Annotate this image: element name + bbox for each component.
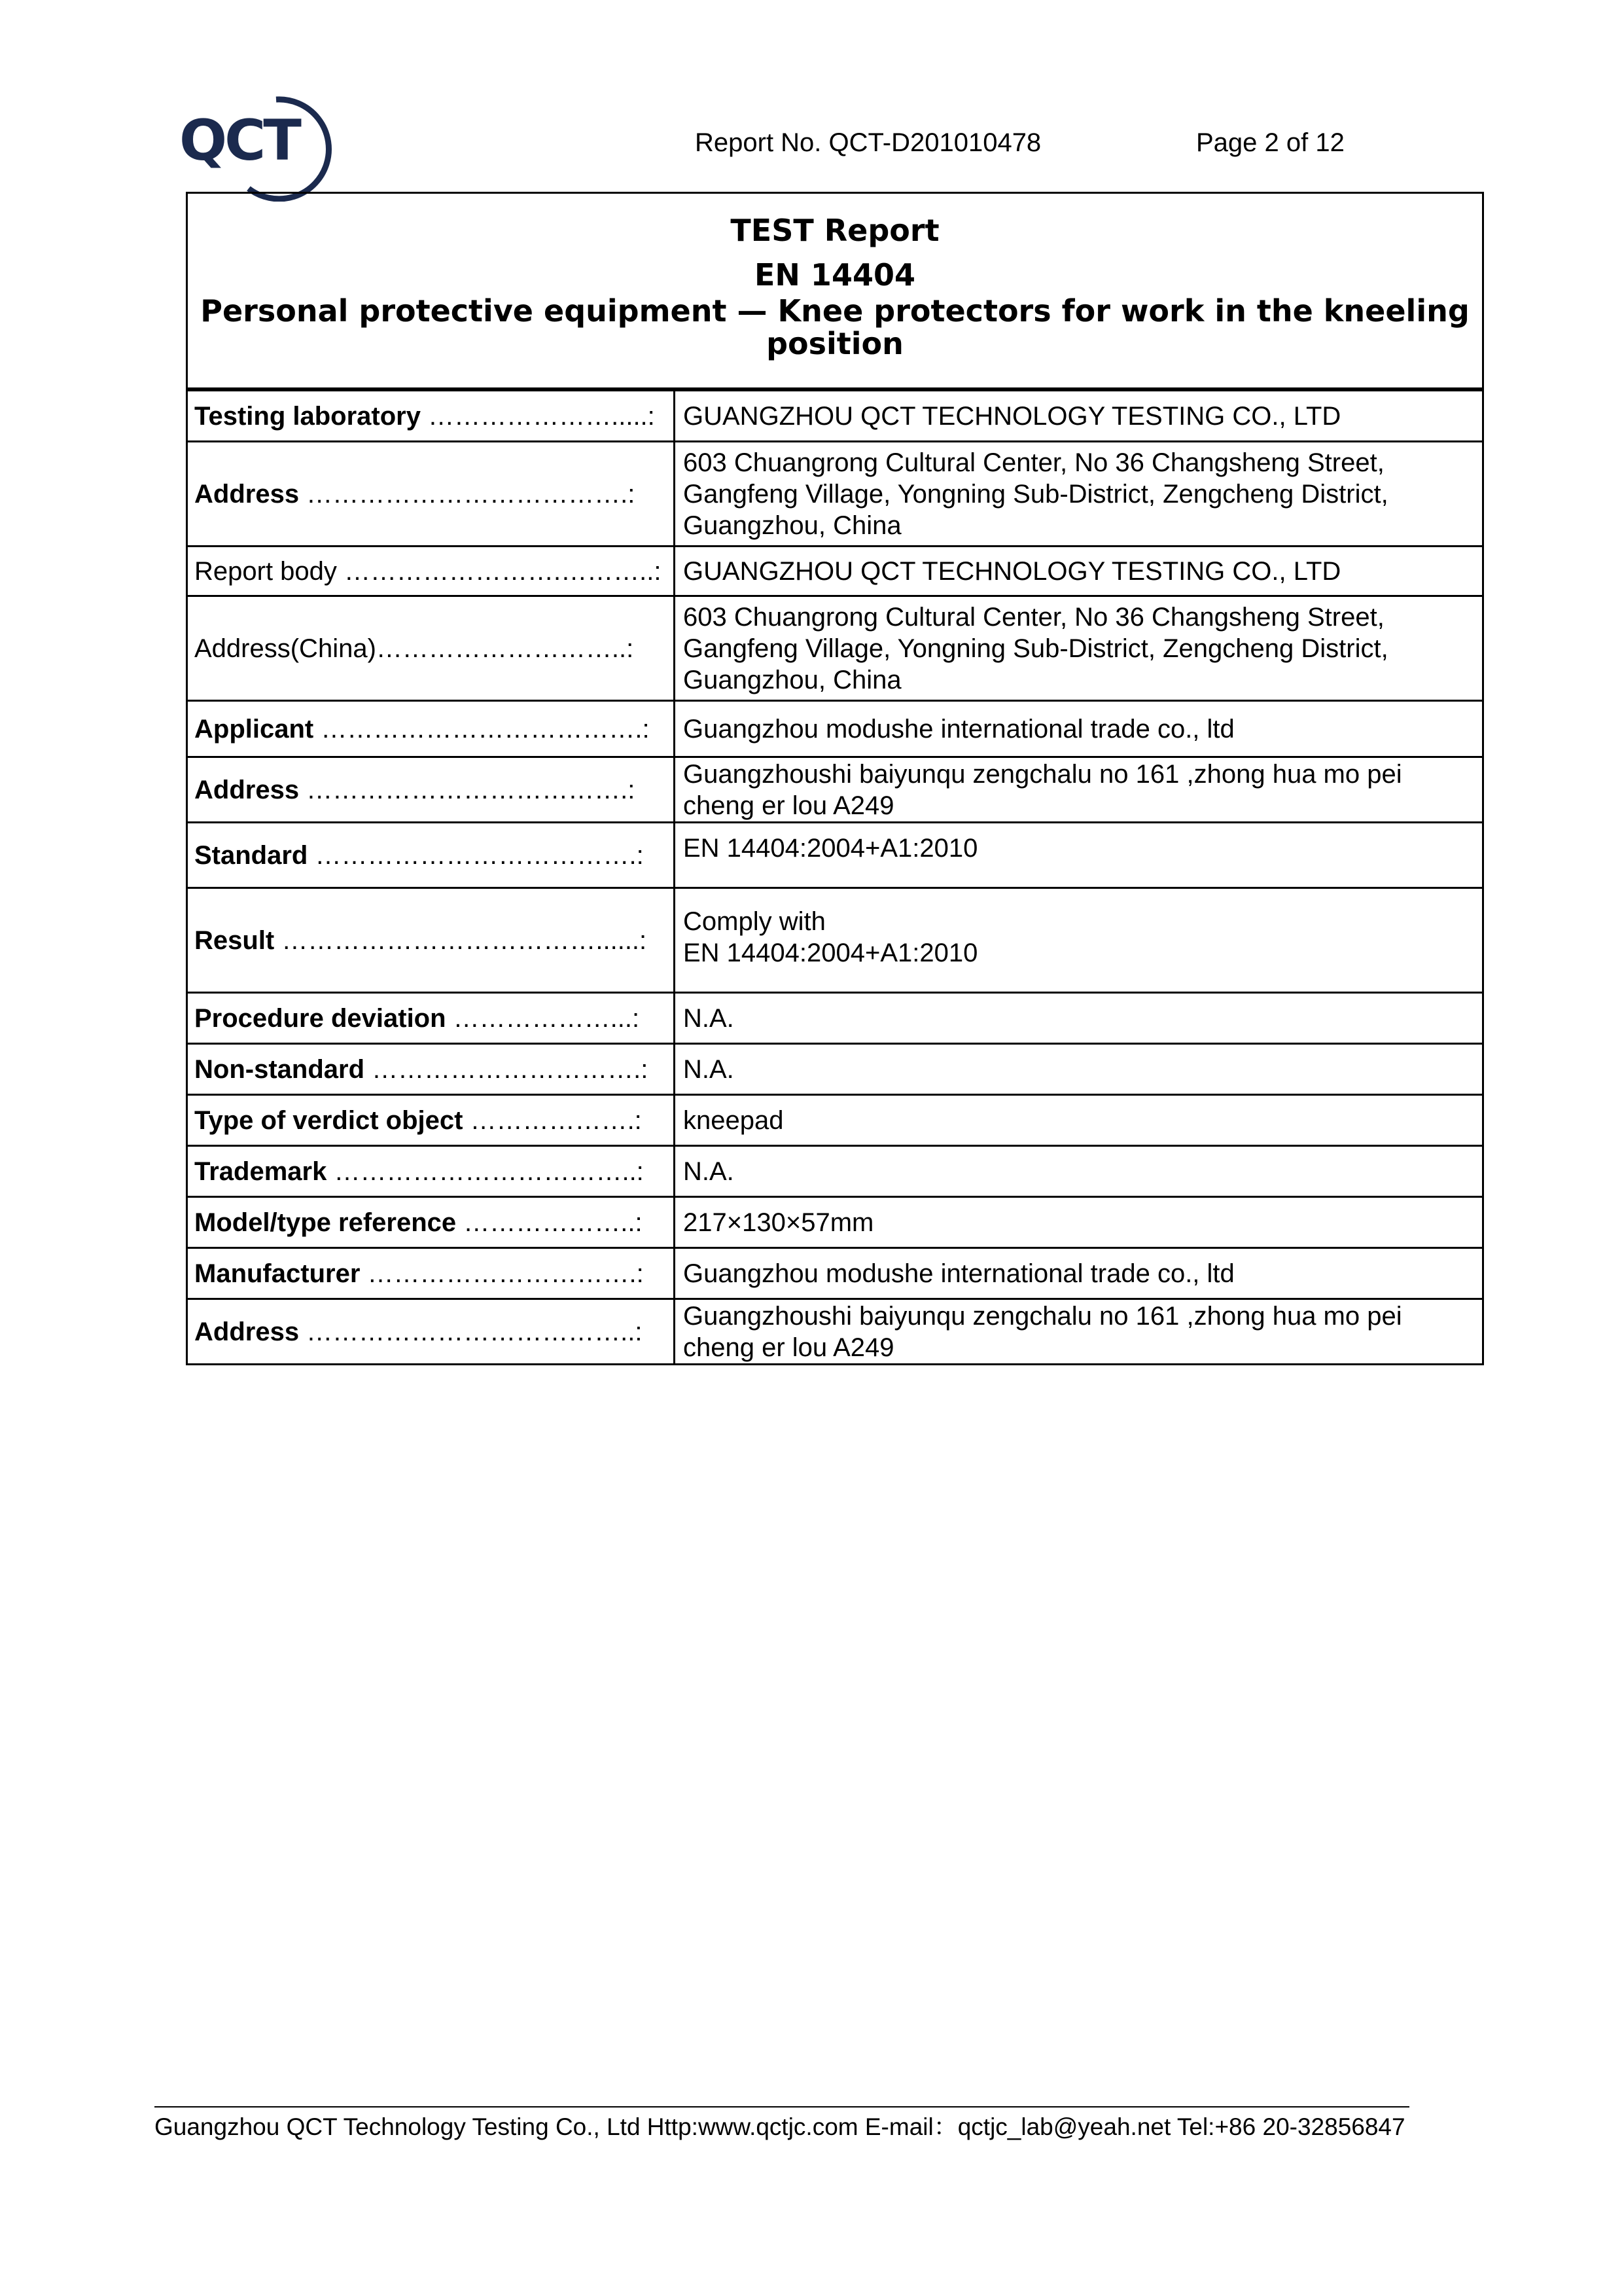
row-label: Procedure deviation ………………...: (187, 993, 675, 1044)
table-row (187, 391, 1483, 442)
report-title: TEST Report (730, 213, 940, 248)
row-value: N.A. (675, 1146, 1483, 1197)
row-value: 217×130×57mm (675, 1197, 1483, 1248)
table-row (187, 1146, 1483, 1197)
footer-divider (154, 2106, 1409, 2108)
table-row (187, 442, 1483, 547)
row-label: Report body …………………….………..: (187, 547, 675, 596)
table-row (187, 757, 1483, 823)
row-label: Testing laboratory ………………….....: (187, 391, 675, 442)
standard-title: EN 14404 (754, 257, 915, 293)
row-label: Trademark ……………………………..: (187, 1146, 675, 1197)
row-label: Type of verdict object ……………….: (187, 1095, 675, 1146)
row-value: 603 Chuangrong Cultural Center, No 36 Changsheng Street, Gangfeng Village, Yongning Sub-District, Zengcheng District, Guangzhou, China (675, 596, 1483, 701)
row-value: N.A. (675, 993, 1483, 1044)
row-value: 603 Chuangrong Cultural Center, No 36 Changsheng Street, Gangfeng Village, Yongning Sub-District, Zengcheng District, Guangzhou, China (675, 442, 1483, 547)
qct-logo (178, 90, 348, 202)
row-label: Address ………………………………..: (187, 1299, 675, 1365)
table-row (187, 1197, 1483, 1248)
footer-contact: Guangzhou QCT Technology Testing Co., Ltd Http:www.qctjc.com E-mail：qctjc_lab@yeah.net Tel:+86 20-32856847 (154, 2113, 1405, 2140)
table-row (187, 1044, 1483, 1095)
row-value: GUANGZHOU QCT TECHNOLOGY TESTING CO., LTD (675, 547, 1483, 596)
table-row (187, 823, 1483, 888)
row-value: N.A. (675, 1044, 1483, 1095)
table-row (187, 1095, 1483, 1146)
row-label: Manufacturer ………………………….: (187, 1248, 675, 1299)
table-row (187, 1299, 1483, 1365)
row-label: Applicant ……………………………….: (187, 701, 675, 757)
report-number: Report No. QCT-D201010478 (695, 128, 1042, 157)
row-value: kneepad (675, 1095, 1483, 1146)
row-value: Guangzhoushi baiyunqu zengchalu no 161 ,zhong hua mo pei cheng er lou A249 (675, 757, 1483, 823)
row-label: Address(China)………………………..: (187, 596, 675, 701)
report-info-table (186, 389, 1484, 1365)
row-label: Address ……………………………….: (187, 442, 675, 547)
row-label: Standard ……………………………….: (187, 823, 675, 888)
table-row (187, 701, 1483, 757)
row-label: Non-standard ………………………….: (187, 1044, 675, 1095)
row-value: Guangzhou modushe international trade co., ltd (675, 1248, 1483, 1299)
page-number: Page 2 of 12 (1196, 128, 1345, 157)
table-row (187, 993, 1483, 1044)
title-box (186, 192, 1484, 389)
svg-text:QCT: QCT (179, 108, 299, 173)
row-label: Address ……………………………….: (187, 757, 675, 823)
row-label: Model/type reference ………………..: (187, 1197, 675, 1248)
table-row (187, 888, 1483, 993)
table-row (187, 547, 1483, 596)
table-row (187, 1248, 1483, 1299)
row-value: Guangzhoushi baiyunqu zengchalu no 161 ,zhong hua mo pei cheng er lou A249 (675, 1299, 1483, 1365)
row-value: Guangzhou modushe international trade co., ltd (675, 701, 1483, 757)
table-row (187, 596, 1483, 701)
row-value: GUANGZHOU QCT TECHNOLOGY TESTING CO., LTD (675, 391, 1483, 442)
row-value: Comply with EN 14404:2004+A1:2010 (675, 888, 1483, 993)
standard-subtitle: Personal protective equipment — Knee protectors for work in the kneeling position (200, 293, 1470, 361)
row-value: EN 14404:2004+A1:2010 (675, 823, 1483, 888)
row-label: Result ………………………………......: (187, 888, 675, 993)
